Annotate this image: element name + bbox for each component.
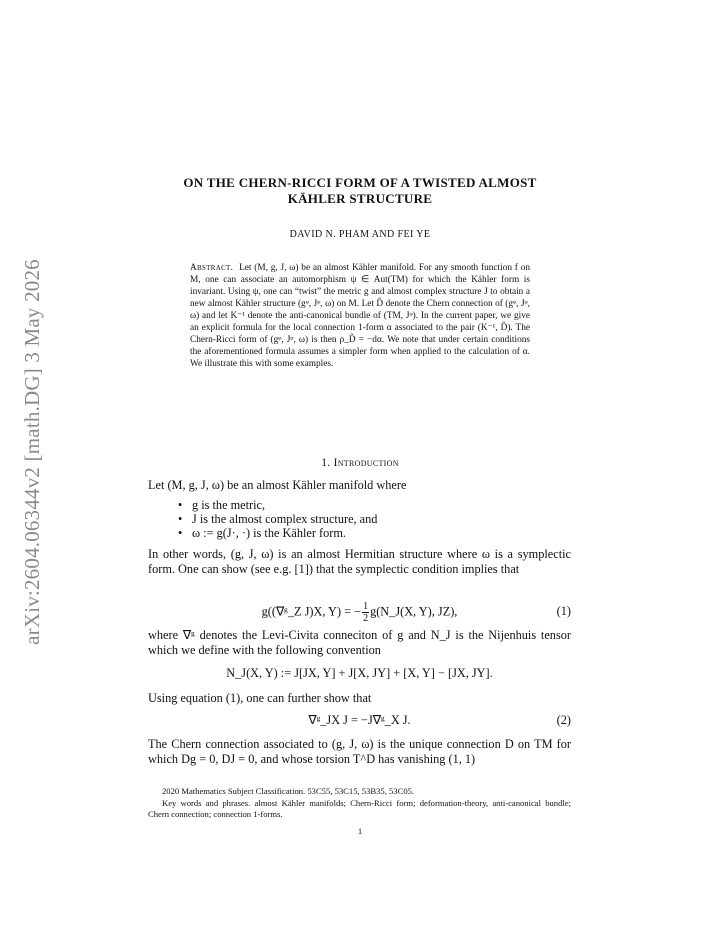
equation-2-number: (2) — [556, 713, 571, 727]
bullet-icon: • — [178, 498, 183, 512]
paragraph-chern: The Chern connection associated to (g, J, ω) is the unique connection D on TM for which Dg = 0, DJ = 0, and whose torsion T^D has vanishing (1, 1) — [148, 737, 571, 766]
equation-1-number: (1) — [556, 604, 571, 618]
section-heading: 1. Introduction — [321, 457, 399, 469]
fraction-denominator: 2 — [363, 613, 369, 624]
page-number: 1 — [357, 826, 363, 836]
equation-2 — [148, 713, 571, 729]
abstract — [190, 262, 530, 370]
authors: DAVID N. PHAM AND FEI YE — [289, 229, 431, 240]
bullet-icon: • — [178, 512, 183, 526]
equation-nijenhuis — [148, 666, 571, 682]
paper-title — [140, 175, 580, 207]
title-line-2: KÄHLER STRUCTURE — [287, 191, 433, 206]
footnote-msc: 2020 Mathematics Subject Classification. 53C55, 53C15, 53B35, 53C05. — [162, 786, 415, 796]
fraction-numerator: 1 — [363, 601, 369, 612]
footnotes — [148, 786, 571, 821]
footnote-keywords: Key words and phrases. almost Kähler manifolds; Chern-Ricci form; deformation-theory, anti-canonical bundle; Chern connection; connection 1-forms. — [148, 797, 571, 819]
paragraph-using: Using equation (1), one can further show that — [148, 691, 372, 705]
fraction — [362, 601, 369, 624]
arxiv-identifier: arXiv:2604.06344v2 [math.DG] 3 May 2026 — [20, 259, 44, 645]
title-line-1: ON THE CHERN-RICCI FORM OF A TWISTED ALMOST — [183, 175, 537, 190]
equation-1 — [148, 601, 571, 623]
arxiv-side-stamp — [18, 246, 46, 658]
paragraph-symplectic: In other words, (g, J, ω) is an almost Hermitian structure where ω is a symplectic form. One can show (see e.g. [1]) that the symplectic condition implies that — [148, 547, 571, 576]
equation-1-rhs: g(N_J(X, Y), JZ), — [370, 604, 458, 619]
equation-nijenhuis-expression: N_J(X, Y) := J[JX, Y] + J[X, JY] + [X, Y] − [JX, JY]. — [226, 666, 493, 680]
paragraph-nijenhuis: where ∇ᵍ denotes the Levi-Civita conneciton of g and N_J is the Nijenhuis tensor which we define with the following convention — [148, 628, 571, 657]
intro-sentence: Let (M, g, J, ω) be an almost Kähler manifold where — [148, 478, 407, 492]
abstract-text: Let (M, g, J, ω) be an almost Kähler manifold. For any smooth function f on M, one can associate an automorphism ψ ∈ Aut(TM) for which the Kähler form is invariant. Using ψ, one can “twist” the metric g and almost complex structure J to obtain a new almost Kähler structure (gᵠ, Jᵠ, ω) on M. Let D̃ denote the Chern connection of (gᵠ, Jᵠ, ω) and let K⁻¹ denote the anti-canonical bundle of (TM, Jᵠ). In the current paper, we give an explicit formula for the local connection 1-form α associated to the pair (K⁻¹, D̃). The Chern-Ricci form of (gᵠ, Jᵠ, ω) is then ρ_D̃ = −dα. We note that under certain conditions the aforementioned formula assumes a simpler form when applied to the calculation of α. We illustrate this with some examples. — [190, 263, 530, 369]
list-item: • J is the almost complex structure, and — [178, 512, 378, 526]
abstract-label: Abstract. — [190, 263, 234, 273]
equation-2-expression: ∇ᵍ_JX J = −J∇ᵍ_X J. — [308, 713, 411, 727]
list-item: • ω := g(J·, ·) is the Kähler form. — [178, 526, 347, 540]
equation-1-lhs: g((∇ᵍ_Z J)X, Y) = − — [261, 604, 362, 619]
definition-list — [178, 498, 558, 540]
bullet-icon: • — [178, 526, 183, 540]
list-item: • g is the metric, — [178, 498, 266, 512]
equation-1-expression — [148, 601, 571, 624]
